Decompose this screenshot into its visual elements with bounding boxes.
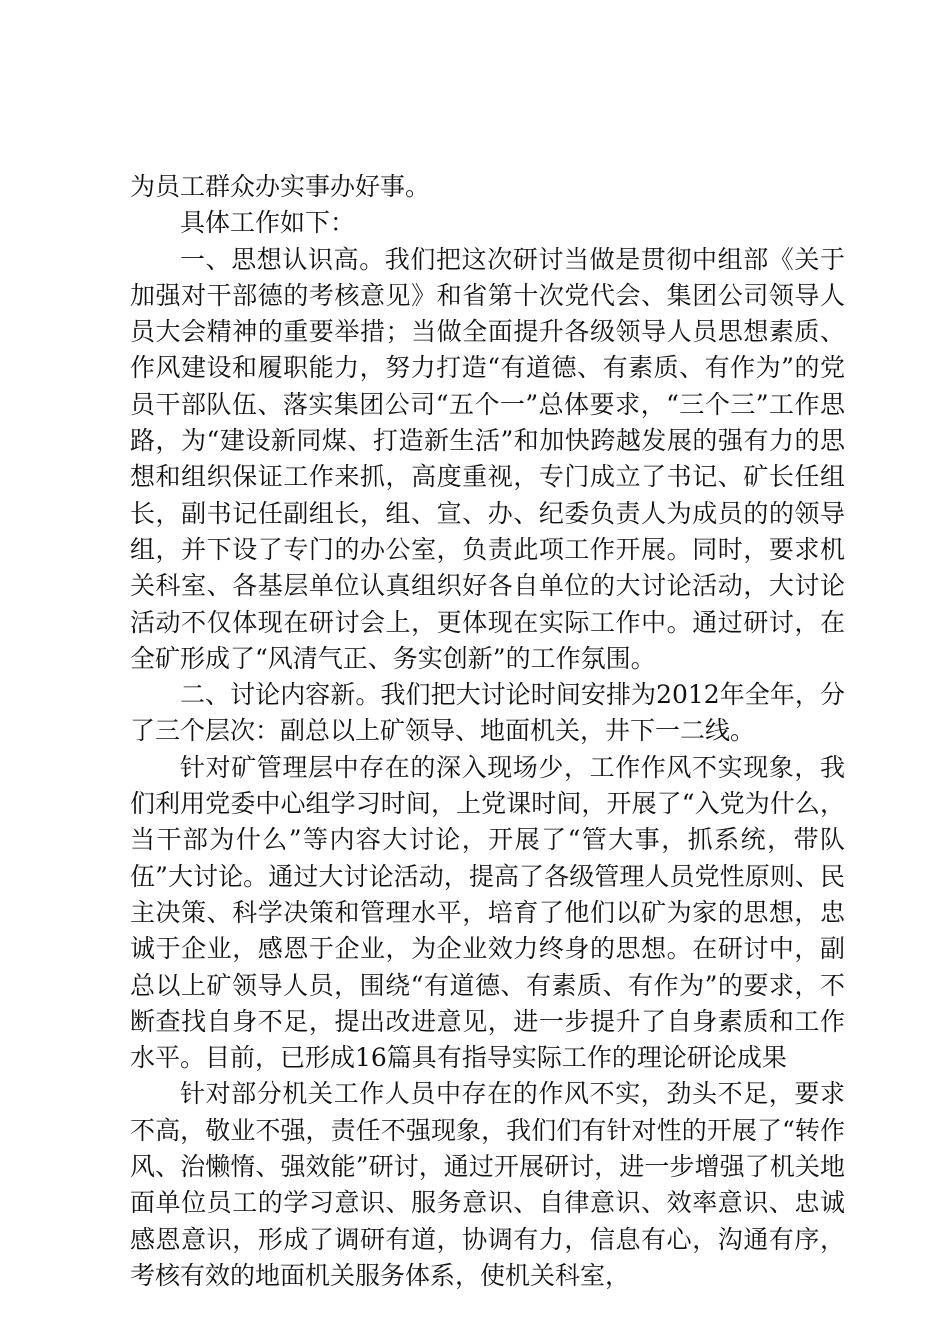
document-body <box>130 169 845 1294</box>
paragraph-section-one: 一、思想认识高。我们把这次研讨当做是贯彻中组部《关于加强对干部德的考核意见》和省第十次党代会、集团公司领导人员大会精神的重要举措；当做全面提升各级领导人员思想素质、作风建设和履职能力，努力打造“有道德、有素质、有作为”的党员干部队伍、落实集团公司“五个一”总体要求，“三个三”工作思路，为“建设新同煤、打造新生活”和加快跨越发展的强有力的思想和组织保证工作来抓，高度重视，专门成立了书记、矿长任组长，副书记任副组长，组、宣、办、纪委负责人为成员的的领导组，并下设了专门的办公室，负责此项工作开展。同时，要求机关科室、各基层单位认真组织好各自单位的大讨论活动，大讨论活动不仅体现在研讨会上，更体现在实际工作中。通过研讨，在全矿形成了“风清气正、务实创新”的工作氛围。 <box>130 244 845 673</box>
paragraph-section-two: 二、讨论内容新。我们把大讨论时间安排为2012年全年，分了三个层次：副总以上矿领导、地面机关，井下一二线。 <box>130 680 845 746</box>
paragraph-intro: 具体工作如下： <box>180 208 356 238</box>
paragraph-office-staff-discussion: 针对部分机关工作人员中存在的作风不实，劲头不足，要求不高，敬业不强，责任不强现象，我们们有针对性的开展了“转作风、治懒惰、强效能”研讨，通过开展研讨，进一步增强了机关地面单位员工的学习意识、服务意识、自律意识、效率意识、忠诚感恩意识，形成了调研有道，协调有力，信息有心，沟通有序，考核有效的地面机关服务体系，使机关科室， <box>130 1079 845 1290</box>
paragraph-continuation: 为员工群众办实事办好事。 <box>130 172 431 201</box>
paragraph-management-discussion: 针对矿管理层中存在的深入现场少，工作作风不实现象，我们利用党委中心组学习时间，上党课时间，开展了“入党为什么，当干部为什么”等内容大讨论，开展了“管大事，抓系统，带队伍”大讨论。通过大讨论活动，提高了各级管理人员党性原则、民主决策、科学决策和管理水平，培育了他们以矿为家的思想，忠诚于企业，感恩于企业，为企业效力终身的思想。在研讨中，副总以上矿领导人员，围绕“有道德、有素质、有作为”的要求，不断查找自身不足，提出改进意见，进一步提升了自身素质和工作水平。目前，已形成16篇具有指导实际工作的理论研论成果 <box>130 752 845 1073</box>
